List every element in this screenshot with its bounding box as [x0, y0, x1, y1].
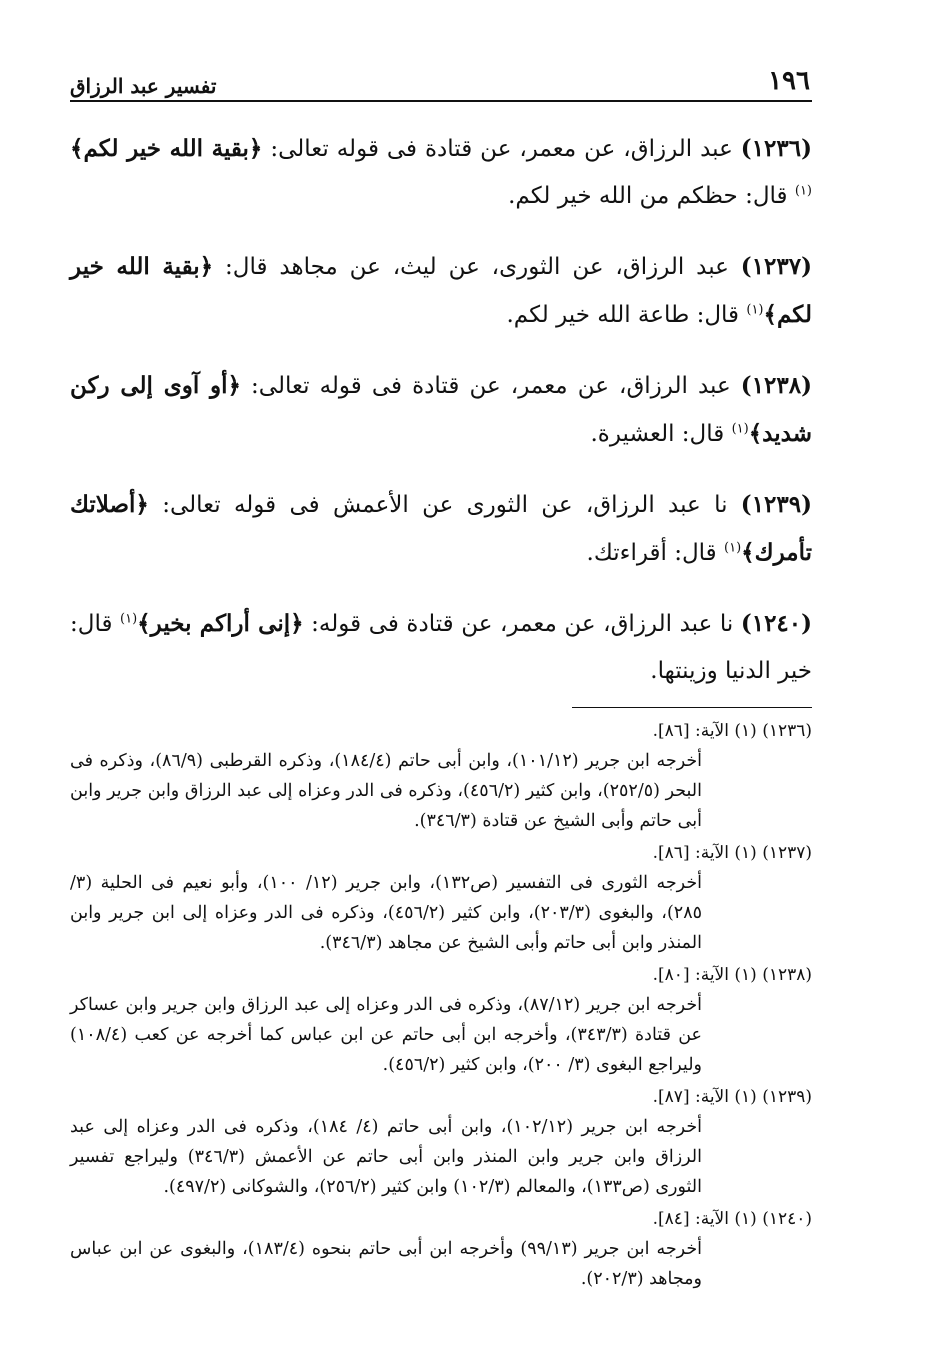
ayah-quote: ﴿بقية الله خير لكم﴾ — [70, 253, 812, 328]
entry-1239 — [70, 481, 812, 577]
footnote-marker: (١) — [120, 611, 138, 627]
footnote-marker: (١) — [794, 183, 812, 199]
entry-number: (١٢٣٨) — [740, 372, 812, 399]
entry-text: قال: خير الدنيا وزينتها. — [70, 611, 812, 684]
footnote-ref: (١٢٣٧) (١) الآية: [٨٦]. — [652, 843, 812, 863]
entry-text: قال: العشيرة. — [590, 421, 732, 447]
entry-1238 — [70, 362, 812, 458]
ayah-quote: ﴿أو آوى إلى ركن شديد﴾ — [70, 372, 812, 447]
entry-number: (١٢٣٧) — [740, 253, 812, 280]
footnotes — [70, 716, 812, 1294]
entry-text: قال: حظكم من الله خير لكم. — [508, 183, 795, 209]
ayah-quote: ﴿إنى أراكم بخير﴾ — [137, 610, 304, 637]
entries — [70, 125, 812, 695]
entry-1240 — [70, 600, 812, 695]
entry-text: نا عبد الرزاق، عن معمر، عن قتادة فى قوله: — [303, 611, 741, 637]
ayah-quote: ﴿أصلاتك تأمرك﴾ — [70, 491, 812, 566]
running-title: تفسير عبد الرزاق — [70, 74, 217, 98]
entry-1237 — [70, 243, 812, 339]
entry-text: عبد الرزاق، عن معمر، عن قتادة فى قوله تعالى: — [262, 136, 741, 162]
footnote-text: أخرجه الثورى فى التفسير (ص١٣٢)، وابن جرير (١٢/ ١٠٠)، وأبو نعيم فى الحلية (٣/ ٢٨٥)، والبغوى (٢٠٣/٣)، وابن كثير (٤٥٦/٢)، وذكره فى الدر وعزاه إلى ابن جرير وابن المنذر وابن أبى حاتم وأبى الشيخ عن مجاهد (٣٤٦/٣). — [70, 873, 703, 953]
footnote-ref: (١٢٣٦) (١) الآية: [٨٦]. — [652, 721, 812, 741]
footnote-text: أخرجه ابن جرير (٩٩/١٣) وأخرجه ابن أبى حاتم بنحوه (١٨٣/٤)، والبغوى عن ابن عباس ومجاهد (٢٠٢/٣). — [70, 1239, 702, 1289]
footnote-text: أخرجه ابن جرير (١٠١/١٢)، وابن أبى حاتم (١٨٤/٤)، وذكره القرطبى (٨٦/٩)، وذكره فى البحر (٢٥٢/٥)، وابن كثير (٤٥٦/٢)، وذكره فى الدر وعزاه إلى عبد الرزاق وابن جرير وابن أبى حاتم وأبى الشيخ عن قتادة (٣٤٦/٣). — [70, 751, 703, 831]
entry-text: قال: طاعة الله خير لكم. — [506, 302, 747, 328]
footnote-ref: (١٢٣٩) (١) الآية: [٨٧]. — [652, 1087, 812, 1107]
book-page — [70, 60, 812, 1294]
footnote-ref: (١٢٤٠) (١) الآية: [٨٤]. — [652, 1209, 812, 1229]
entry-number: (١٢٤٠) — [740, 610, 813, 637]
entry-text: قال: أقراءتك. — [586, 540, 724, 566]
footnote-marker: (١) — [724, 540, 742, 556]
entry-1236 — [70, 125, 812, 220]
footnote-text: أخرجه ابن جرير (١٠٢/١٢)، وابن أبى حاتم (٤/ ١٨٤)، وذكره فى الدر وعزاه إلى عبد الرزاق وابن جرير وابن المنذر وابن أبى حاتم عن الأعمش (٣٤٦/٣) وليراجع تفسير الثورى (ص١٣٣)، والمعالم (١٠٢/٣) وابن كثير (٢٥٦/٢)، والشوكانى (٤٩٧/٢). — [70, 1117, 703, 1197]
entry-text: عبد الرزاق، عن الثورى، عن ليث، عن مجاهد قال: — [213, 254, 741, 280]
ayah-quote: ﴿بقية الله خير لكم﴾ — [70, 135, 263, 162]
entry-text: عبد الرزاق، عن معمر، عن قتادة فى قوله تعالى: — [240, 373, 741, 399]
footnote-separator — [572, 707, 812, 708]
footnote-marker: (١) — [731, 421, 749, 437]
entry-text: نا عبد الرزاق، عن الثورى عن الأعمش فى قوله تعالى: — [148, 492, 741, 518]
footnote-marker: (١) — [746, 302, 764, 318]
entry-number: (١٢٣٩) — [740, 491, 812, 518]
page-header — [70, 60, 812, 102]
page-number: ١٩٦ — [768, 66, 810, 96]
footnote-ref: (١٢٣٨) (١) الآية: [٨٠]. — [652, 965, 812, 985]
entry-number: (١٢٣٦) — [740, 135, 812, 162]
footnote-text: أخرجه ابن جرير (٨٧/١٢)، وذكره فى الدر وعزاه إلى عبد الرزاق وابن جرير وابن عساكر عن قتادة (٣٤٣/٣)، وأخرجه ابن أبى حاتم عن ابن عباس كما أخرجه عن كعب (١٠٨/٤) وليراجع البغوى (٣/ ٢٠٠)، وابن كثير (٤٥٦/٢). — [70, 995, 702, 1075]
